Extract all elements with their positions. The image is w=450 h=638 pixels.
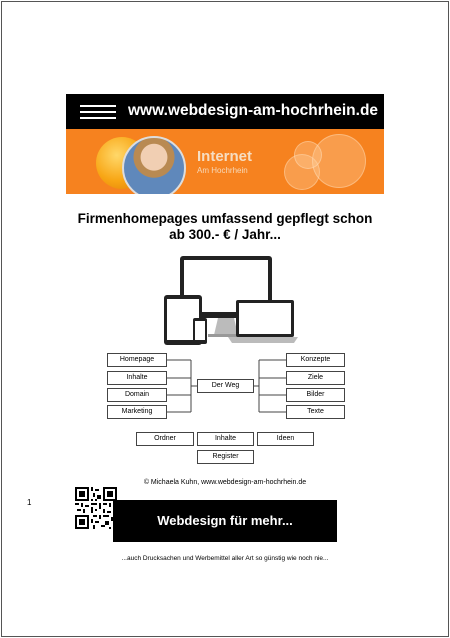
box-konzepte: Konzepte (286, 353, 345, 367)
page-number: 1 (27, 498, 32, 507)
box-ordner: Ordner (136, 432, 194, 446)
box-texte: Texte (286, 405, 345, 419)
headline-line-1: Firmenhomepages umfassend gepflegt schon (77, 211, 373, 226)
box-marketing: Marketing (107, 405, 167, 419)
headline-line-2: ab 300.- € / Jahr... (169, 227, 281, 242)
box-domain: Domain (107, 388, 167, 402)
site-url: www.webdesign-am-hochrhein.de (128, 102, 379, 119)
box-homepage: Homepage (107, 353, 167, 367)
box-inhalte: Inhalte (107, 371, 167, 385)
box-inhalte-bottom: Inhalte (197, 432, 254, 446)
brand-logo-text: Internet (197, 148, 253, 165)
tagline: ...auch Drucksachen und Werbemittel aller Art so günstig wie noch nie... (121, 555, 329, 562)
box-der-weg: Der Weg (197, 379, 254, 393)
box-bilder: Bilder (286, 388, 345, 402)
qr-code[interactable] (75, 487, 117, 529)
promo-banner: Webdesign für mehr... (113, 500, 337, 542)
copyright: © Michaela Kuhn, www.webdesign-am-hochrhein.de (143, 479, 307, 486)
box-register: Register (197, 450, 254, 464)
box-ziele: Ziele (286, 371, 345, 385)
brand-logo-subtext: Am Hochrhein (197, 166, 248, 175)
box-ideen: Ideen (257, 432, 314, 446)
